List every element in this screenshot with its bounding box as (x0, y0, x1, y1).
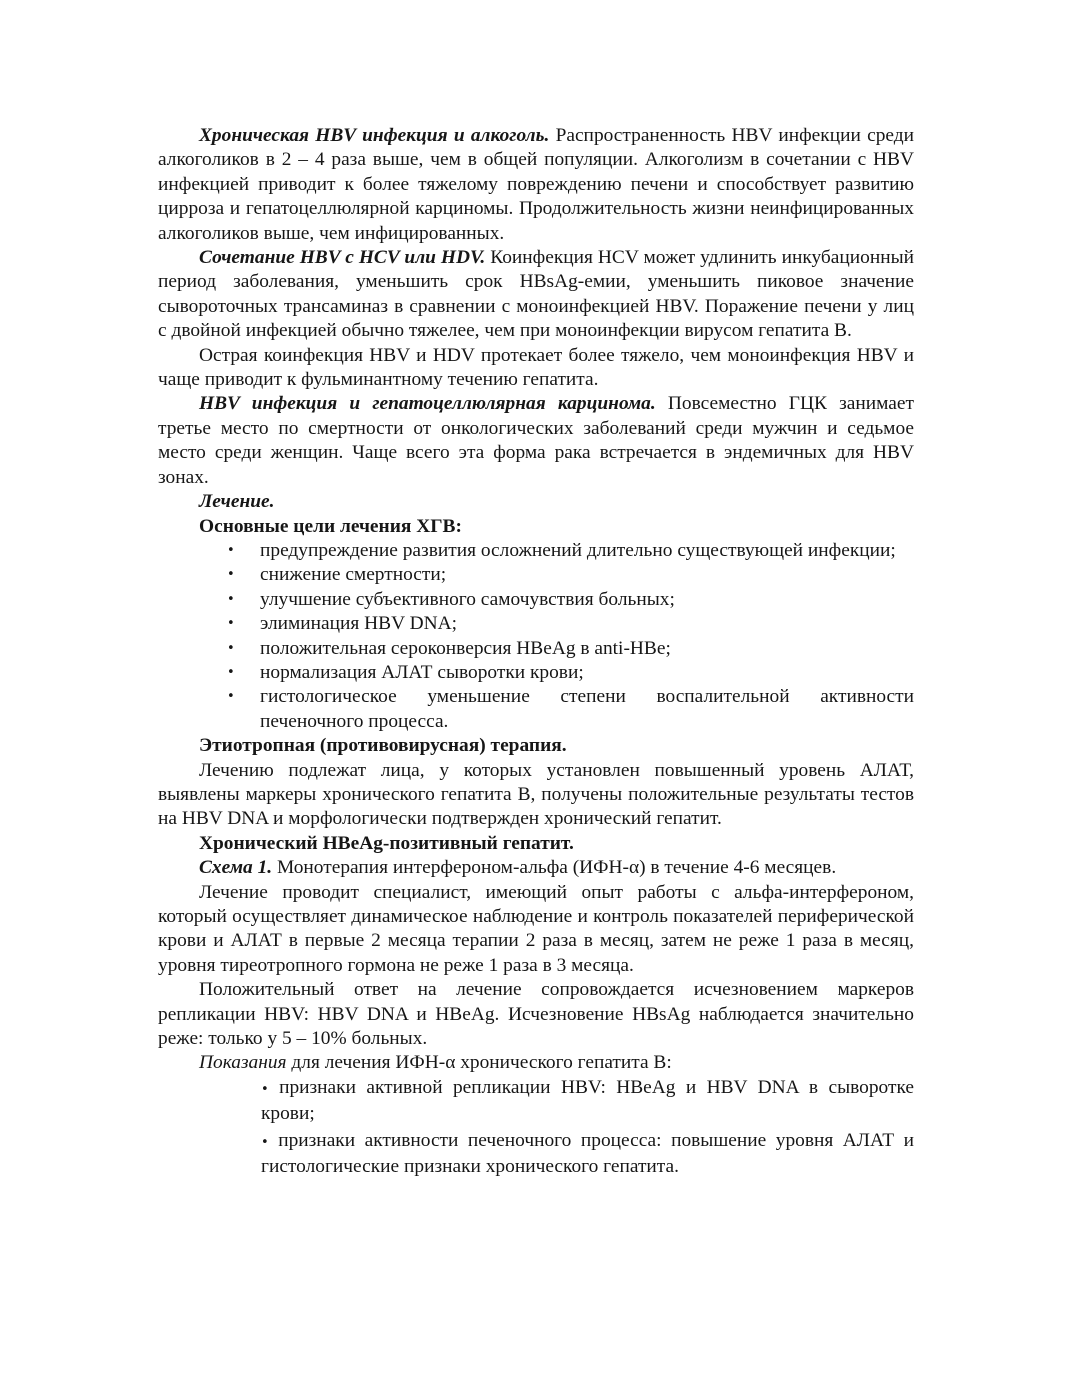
list-item-text: элиминация HBV DNA; (260, 613, 458, 635)
bullet-icon: • (227, 542, 235, 558)
paragraph-text: для лечения ИФН-α хронического гепатита B: (286, 1052, 672, 1074)
paragraph-scheme (158, 856, 914, 880)
bullet-icon: • (227, 664, 235, 680)
paragraph-hbv-hcc (158, 392, 914, 490)
bullet-icon: • (227, 591, 235, 607)
list-item-text: признаки активности печеночного процесса: повышение уровня АЛАТ и гистологические признаки хронического гепатита. (261, 1129, 914, 1178)
etiotropic-heading: Этиотропная (противовирусная) терапия. (199, 735, 567, 757)
list-item (261, 1076, 914, 1127)
paragraph-text: Монотерапия интерфероном-альфа (ИФН-α) в течение 4-6 месяцев. (272, 857, 837, 879)
paragraph-text: Коинфекция HCV может удлинить инкубационный период заболевания, уменьшить срок HBsAg-емии, уменьшить пиковое значение сывороточных трансаминаз в сравнении с моноинфекцией HBV. Поражение печени у лиц с двойной инфекцией обычно тяжелее, чем при моноинфекции вирусом гепатита B. (158, 247, 914, 342)
goals-heading: Основные цели лечения ХГВ: (199, 515, 462, 537)
indications-list (158, 1076, 914, 1180)
bullet-icon: • (227, 616, 235, 632)
paragraph-text: Повсеместно ГЦК занимает третье место по смертности от онкологических заболеваний среди мужчин и седьмое место среди женщин. Чаще всего эта форма рака встречается в эндемичных для HBV зонах. (158, 393, 914, 488)
bullet-icon: • (227, 689, 235, 705)
bullet-icon: • (227, 640, 235, 656)
list-item (227, 685, 914, 734)
list-item-text: положительная сероконверсия HBeAg в anti-HBe; (260, 637, 671, 659)
paragraph-title: Показания (199, 1052, 287, 1074)
bullet-icon: • (227, 567, 235, 583)
hbeag-heading: Хронический HBeAg-позитивный гепатит. (199, 832, 574, 854)
list-item (227, 637, 914, 661)
list-item (227, 661, 914, 685)
list-item (227, 588, 914, 612)
list-item-text: предупреждение развития осложнений длительно существующей инфекции; (260, 539, 896, 561)
paragraph-positive-response: Положительный ответ на лечение сопровождается исчезновением маркеров репликации HBV: HBV DNA и HBeAg. Исчезновение HBsAg наблюдается значительно реже: только у 5 – 10% больных. (158, 979, 914, 1050)
paragraph-title: Схема 1. (199, 857, 273, 879)
list-item (227, 563, 914, 587)
paragraph-title: Хроническая HBV инфекция и алкоголь. (199, 125, 550, 146)
list-item (227, 539, 914, 563)
goals-list (158, 539, 914, 734)
paragraph-specialist: Лечение проводит специалист, имеющий опыт работы с альфа-интерфероном, который осуществляет динамическое наблюдение и контроль показателей периферической крови и АЛАТ в первые 2 месяца терапии 2 раза в месяц, затем не реже 1 раза в месяц, уровня тиреотропного гормона не реже 1 раза в 3 месяца. (158, 881, 914, 976)
list-item (227, 612, 914, 636)
paragraph-title: Сочетание HBV с HCV или HDV. (199, 247, 486, 269)
list-item (261, 1129, 914, 1180)
treatment-heading: Лечение. (199, 491, 275, 513)
paragraph-text: Распространенность HBV инфекции среди алкоголиков в 2 – 4 раза выше, чем в общей популяции. Алкоголизм в сочетании с HBV инфекцией приводит к более тяжелому повреждению печени и способствует развитию цирроза и гепатоцеллюлярной карциномы. Продолжительность жизни неинфицированных алкоголиков выше, чем инфицированных. (158, 125, 914, 244)
paragraph-indications (158, 1051, 914, 1075)
list-item-text: снижение смертности; (260, 564, 447, 586)
paragraph-acute-coinfection: Острая коинфекция HBV и HDV протекает более тяжело, чем моноинфекция HBV и чаще приводит к фульминантному течению гепатита. (158, 344, 914, 391)
paragraph-hbv-alcohol (158, 124, 914, 246)
paragraph-treatment-criteria: Лечению подлежат лица, у которых установлен повышенный уровень АЛАТ, выявлены маркеры хронического гепатита B, получены положительные результаты тестов на HBV DNA и морфологически подтвержден хронический гепатит. (158, 759, 914, 830)
document-page (158, 124, 914, 1181)
paragraph-hbv-hcv-hdv (158, 246, 914, 344)
bullet-icon: • (261, 1081, 269, 1097)
list-item-text: нормализация АЛАТ сыворотки крови; (260, 661, 584, 683)
list-item-text: гистологическое уменьшение степени воспалительной активности печеночного процесса. (260, 686, 914, 732)
paragraph-title: HBV инфекция и гепатоцеллюлярная карцинома. (199, 393, 656, 415)
list-item-text: признаки активной репликации HBV: HBeAg и HBV DNA в сыворотке крови; (261, 1076, 914, 1125)
list-item-text: улучшение субъективного самочувствия больных; (260, 588, 675, 610)
bullet-icon: • (261, 1134, 269, 1150)
